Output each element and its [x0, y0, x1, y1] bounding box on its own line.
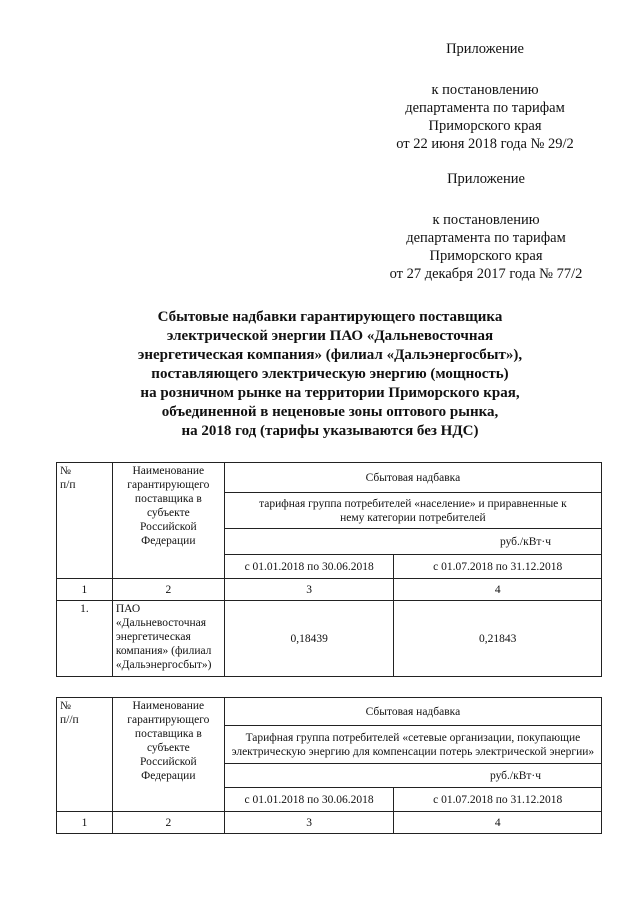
row-value-2: 0,21843 — [394, 601, 602, 677]
unit-label: руб./кВт·ч — [224, 764, 601, 788]
tariff-table-population — [56, 462, 602, 677]
col-header-markup: Сбытовая надбавка — [224, 698, 601, 726]
col-header-number: № п//п — [57, 698, 113, 812]
index-cell: 4 — [394, 812, 602, 834]
appendix-line: от 22 июня 2018 года № 29/2 — [396, 136, 574, 152]
period-2: с 01.07.2018 по 31.12.2018 — [394, 555, 602, 579]
col-header-supplier: Наименование гарантирующего поставщика в субъекте Российской Федерации — [112, 463, 224, 579]
document-title — [100, 308, 560, 441]
appendix-line: к постановлению — [432, 212, 540, 228]
consumer-group: Тарифная группа потребителей «сетевые организации, покупающие электрическую энергию для компенсации потерь электрической энергии» — [224, 726, 601, 764]
row-supplier-name: ПАО «Дальневосточная энергетическая компания» (филиал «Дальэнергосбыт») — [112, 601, 224, 677]
period-1: с 01.01.2018 по 30.06.2018 — [224, 555, 394, 579]
row-number: 1. — [57, 601, 113, 677]
index-cell: 3 — [224, 579, 394, 601]
title-line: на 2018 год (тарифы указываются без НДС) — [181, 423, 479, 439]
col-header-number: № п/п — [57, 463, 113, 579]
title-line: объединенной в неценовые зоны оптового рынка, — [161, 404, 499, 420]
table-row — [57, 601, 602, 677]
appendix-line: Приморского края — [429, 248, 543, 264]
index-cell: 4 — [394, 579, 602, 601]
col-header-markup: Сбытовая надбавка — [224, 463, 601, 493]
appendix-title-1: Приложение — [446, 41, 524, 57]
appendix-title-2: Приложение — [447, 171, 525, 187]
index-cell: 3 — [224, 812, 394, 834]
unit-label: руб./кВт·ч — [224, 529, 601, 555]
index-cell: 2 — [112, 579, 224, 601]
tariff-table-network — [56, 697, 602, 834]
title-line: поставляющего электрическую энергию (мощность) — [151, 366, 509, 382]
row-value-1: 0,18439 — [224, 601, 394, 677]
title-line: энергетическая компания» (филиал «Дальэнергосбыт»), — [137, 347, 523, 363]
consumer-group: тарифная группа потребителей «население» и приравненные к нему категории потребителей — [224, 493, 601, 529]
appendix-line: Приморского края — [428, 118, 542, 134]
index-cell: 1 — [57, 579, 113, 601]
period-2: с 01.07.2018 по 31.12.2018 — [394, 788, 602, 812]
appendix-line: к постановлению — [431, 82, 539, 98]
appendix-header-2 — [366, 170, 606, 283]
appendix-header-1 — [370, 40, 600, 153]
index-cell: 2 — [112, 812, 224, 834]
col-header-supplier: Наименование гарантирующего поставщика в субъекте Российской Федерации — [112, 698, 224, 812]
appendix-line: от 27 декабря 2017 года № 77/2 — [389, 266, 583, 282]
title-line: электрической энергии ПАО «Дальневосточная — [166, 328, 494, 344]
index-cell: 1 — [57, 812, 113, 834]
period-1: с 01.01.2018 по 30.06.2018 — [224, 788, 394, 812]
appendix-line: департамента по тарифам — [405, 100, 565, 116]
appendix-line: департамента по тарифам — [406, 230, 566, 246]
title-line: на розничном рынке на территории Приморского края, — [140, 385, 520, 401]
title-line: Сбытовые надбавки гарантирующего поставщика — [157, 309, 503, 325]
